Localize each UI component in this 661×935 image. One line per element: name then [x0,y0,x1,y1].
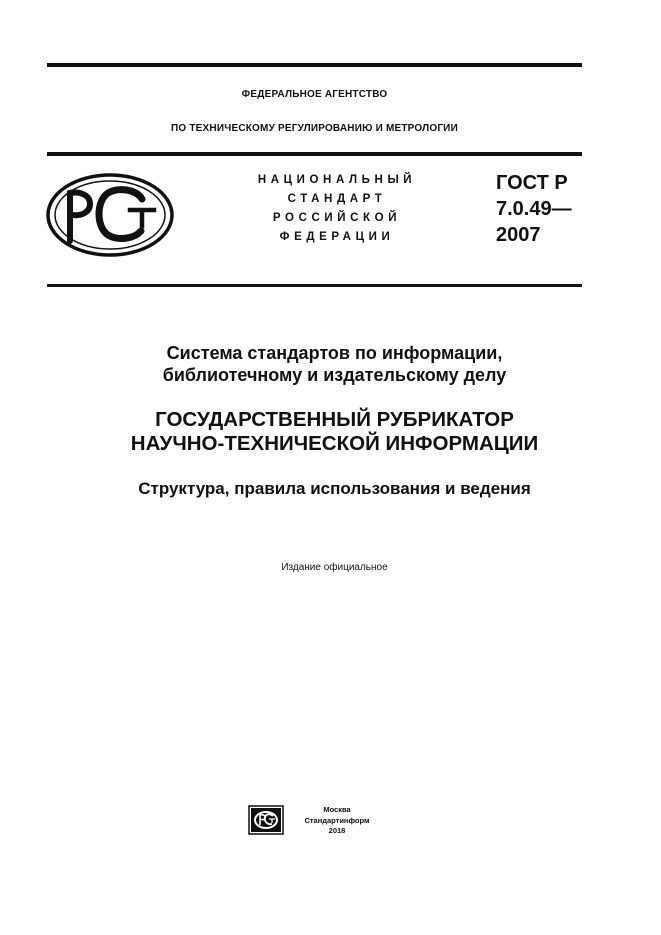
national-standard-label [226,171,448,247]
imprint [292,805,382,837]
document-subtitle: Структура, правила использования и ведения [138,479,531,498]
series-title [47,342,622,386]
imprint-publisher: Стандартинформ [304,815,370,825]
document-title [47,408,622,456]
national-standard-line3: РОССИЙСКОЙ [272,212,402,224]
gost-r-certification-mark-icon [46,173,174,257]
national-standard-line1: НАЦИОНАЛЬНЫЙ [257,174,417,186]
standartinform-logo-icon [248,805,284,835]
header-rule [47,152,582,156]
agency-name-line1: ФЕДЕРАЛЬНОЕ АГЕНТСТВО [241,89,388,100]
national-standard-line2: СТАНДАРТ [287,193,387,205]
series-title-line1: Система стандартов по информации, [166,343,503,363]
standard-designation-line2: 7.0.49— [496,198,572,220]
document-title-line2: НАУЧНО-ТЕХНИЧЕСКОЙ ИНФОРМАЦИИ [130,432,539,455]
top-rule [47,63,582,67]
imprint-city: Москва [323,805,351,814]
national-standard-line4: ФЕДЕРАЦИИ [279,231,395,243]
edition-label: Издание официальное [281,562,388,573]
standard-designation-line1: ГОСТ Р [496,172,568,194]
document-title-line1: ГОСУДАРСТВЕННЫЙ РУБРИКАТОР [155,408,514,431]
imprint-year: 2018 [328,826,346,835]
agency-name-line2: ПО ТЕХНИЧЕСКОМУ РЕГУЛИРОВАНИЮ И МЕТРОЛОГИИ [171,123,458,134]
series-title-line2: библиотечному и издательскому делу [162,365,507,385]
standard-designation [496,170,572,248]
standard-block-rule [47,284,582,287]
standard-designation-line3: 2007 [496,224,541,246]
